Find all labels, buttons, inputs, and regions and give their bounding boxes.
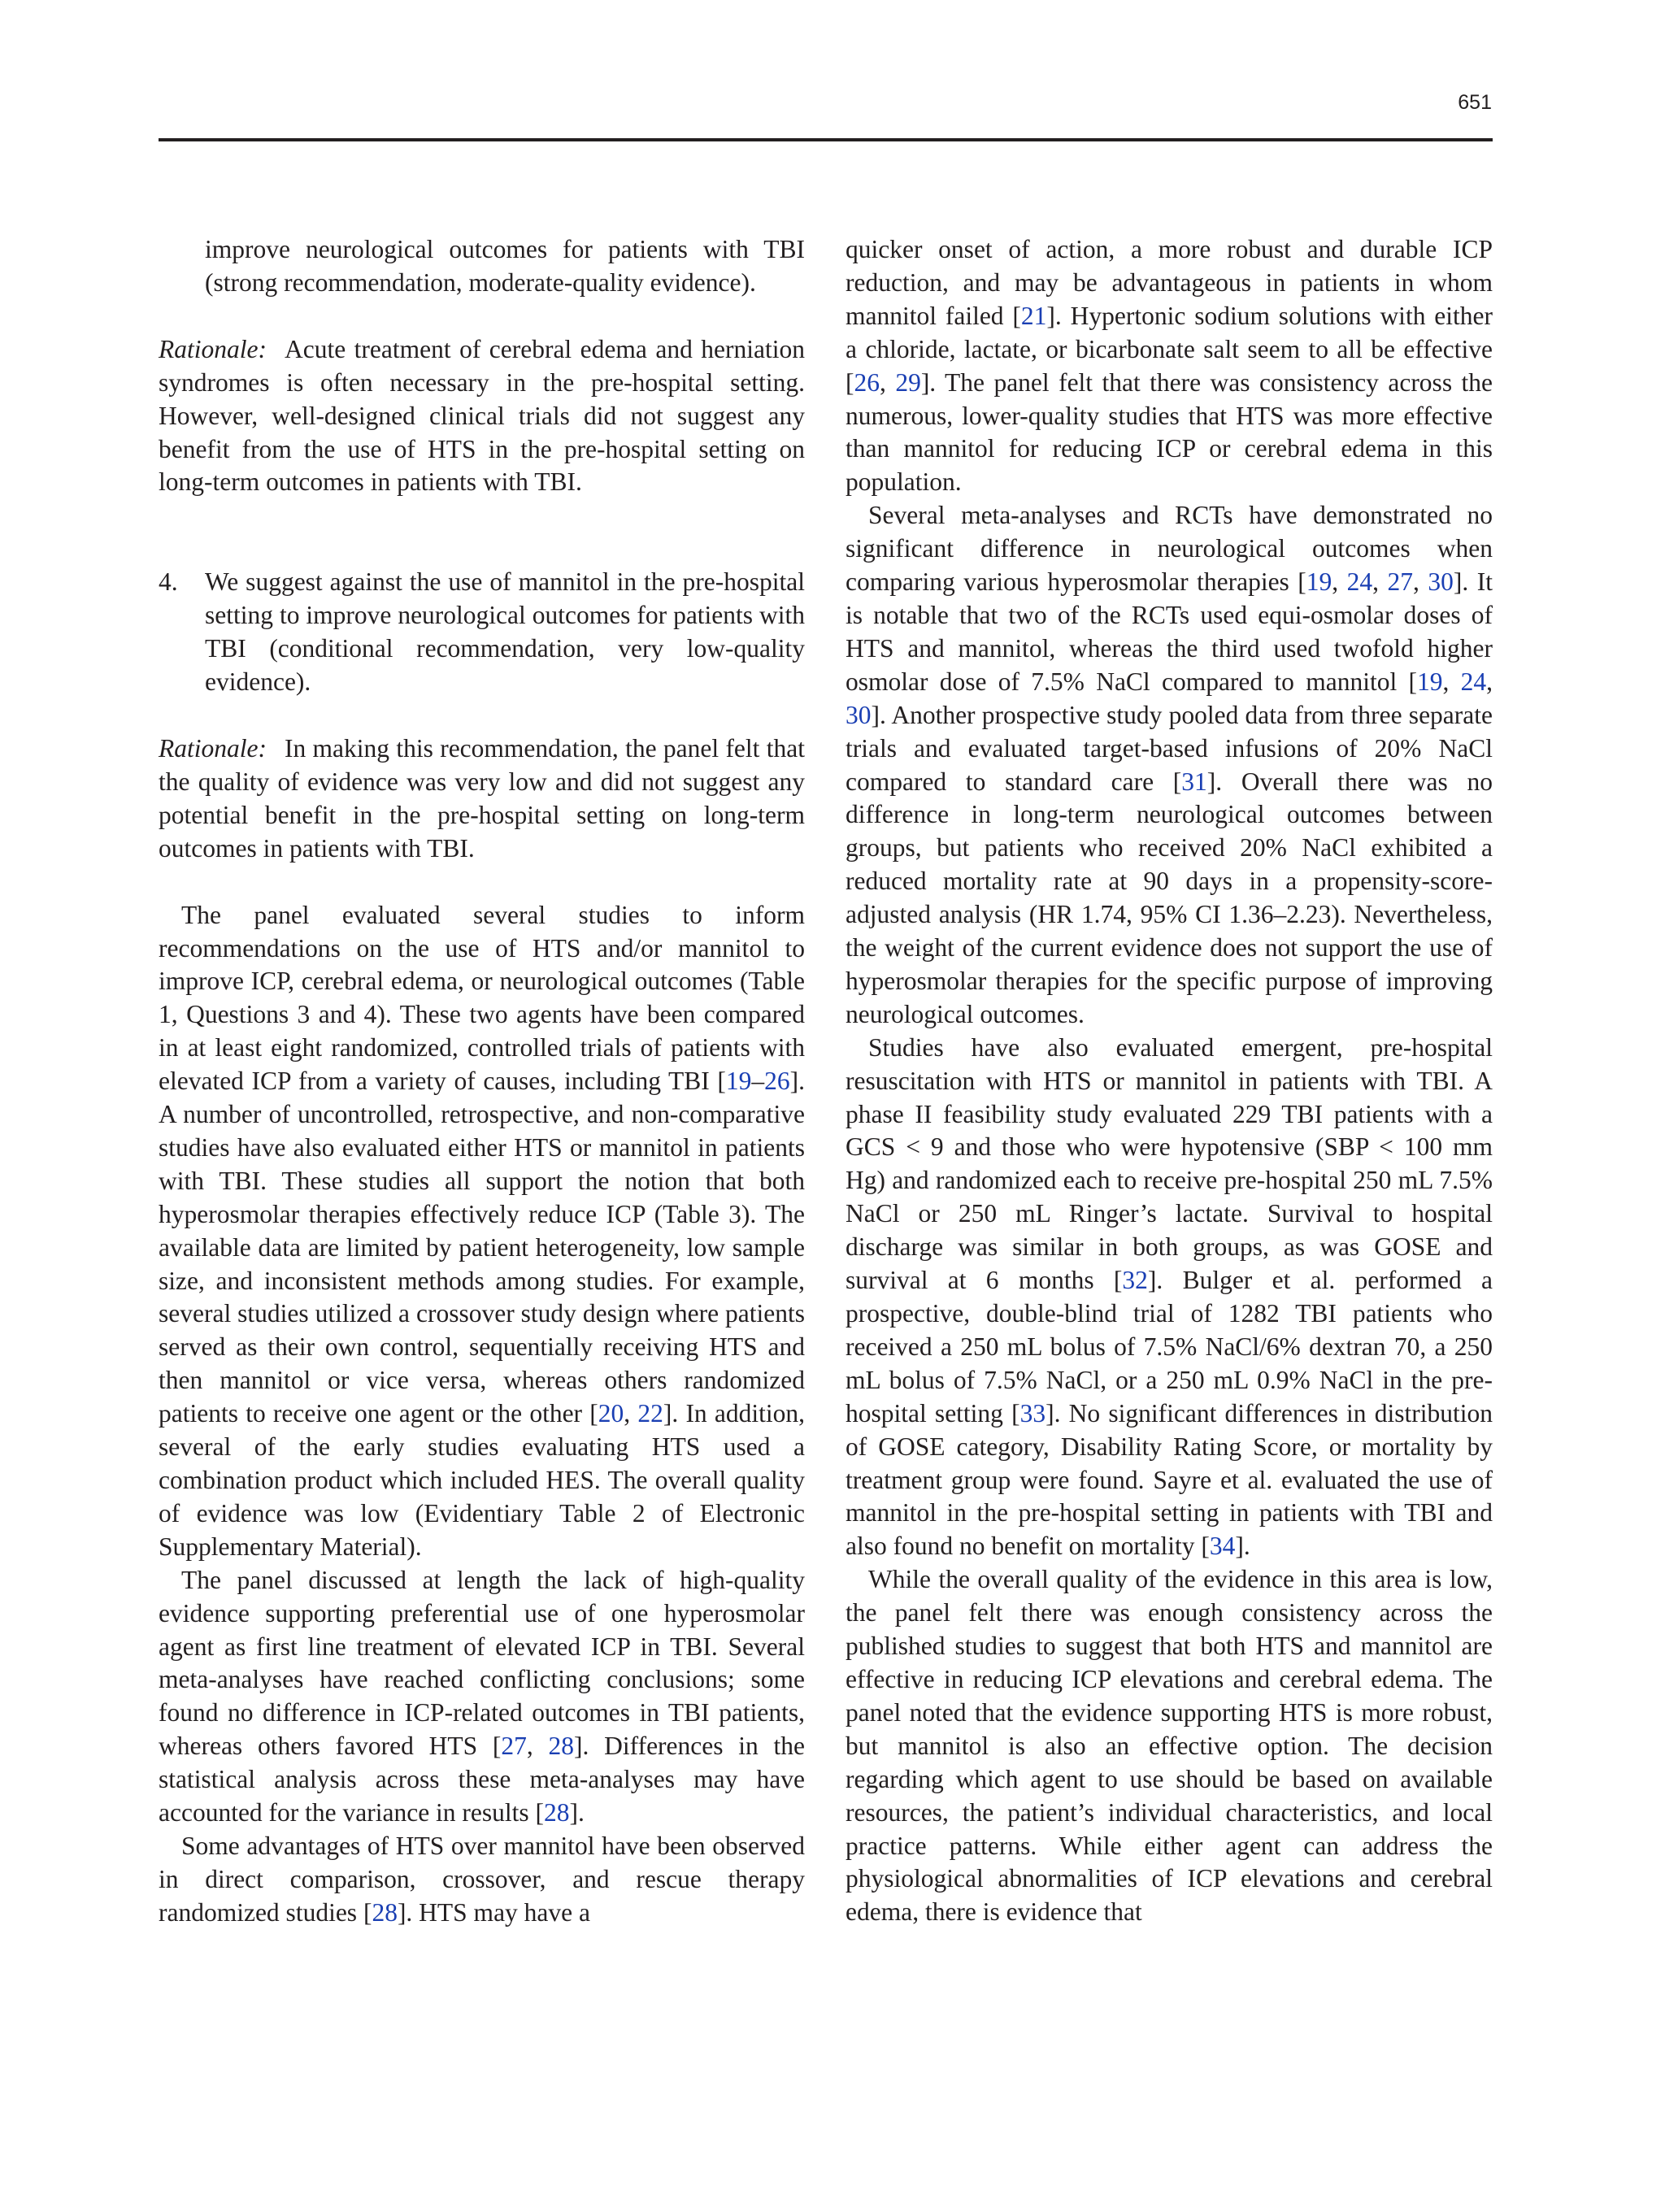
citation-link[interactable]: 27	[1387, 567, 1414, 597]
rationale-paragraph-1	[159, 333, 805, 500]
citation-link[interactable]: 28	[372, 1897, 398, 1927]
text-run: ]. A number of uncontrolled, retrospective, and non-comparative studies have also evaluated either HTS or mannitol in patients with TBI. These studies all support the notion that both hyperosmolar therapies effectively reduce ICP (Table 3). The available data are limited by patient heterogeneity, low sample size, and inconsistent methods among studies. For example, several studies utilized a crossover study design where patients served as their own control, sequentially receiving HTS and then mannitol or vice versa, whereas others randomized patients to receive one agent or the other [	[159, 1067, 805, 1428]
citation-link[interactable]: 19	[1416, 667, 1443, 696]
rationale-label: Rationale:	[159, 334, 267, 363]
spacer	[159, 699, 805, 732]
body-paragraph	[846, 499, 1493, 1032]
citation-link[interactable]: 26	[764, 1067, 790, 1096]
citation-link[interactable]: 33	[1019, 1398, 1046, 1428]
text-run: ,	[880, 367, 896, 397]
text-run: ,	[1413, 567, 1428, 597]
spacer	[159, 499, 805, 566]
citation-link[interactable]: 19	[1306, 567, 1332, 597]
rationale-paragraph-2	[159, 732, 805, 866]
text-run: ,	[624, 1399, 638, 1428]
rationale-text: In making this recommendation, the panel felt that the quality of evidence was very low and did not suggest any potential benefit in the pre-hospital setting on long-term outcomes in patients with TBI.	[159, 733, 805, 863]
citation-link[interactable]: 22	[637, 1399, 663, 1428]
text-run: ]. Bulger et al. performed a prospective, double-blind trial of 1282 TBI patients who received a 250 mL bolus of 7.5% NaCl/6% dextran 70, a 250 mL bolus of 7.5% NaCl, or a 250 mL 0.9% NaCl in the pre-hospital setting [	[846, 1266, 1493, 1428]
text-run: ,	[1486, 667, 1493, 696]
recommendation-4-text: We suggest against the use of mannitol in the pre-hospital setting to improve neurological outcomes for patients with TBI (conditional recommendation, very low-quality evidence).	[205, 567, 805, 697]
body-paragraph: While the overall quality of the evidence in this area is low, the panel felt there was enough consistency across the published studies to suggest that both HTS and mannitol are effective in reducing ICP elevations and cerebral edema. The panel noted that the evidence supporting HTS is more robust, but mannitol is also an effective option. The decision regarding which agent to use should be based on available resources, the patient’s individual characteristics, and local practice patterns. While either agent can address the physiological abnormalities of ICP elevations and cerebral edema, there is evidence that	[846, 1565, 1493, 1927]
citation-link[interactable]: 30	[1428, 567, 1454, 597]
text-run: ]. No significant differences in distribution of GOSE category, Disability Rating Score, or mortality by treatment group were found. Sayre et al. evaluated the use of mannitol in the pre-hospital setting in patients with TBI and also found no benefit on mortality [	[846, 1398, 1493, 1561]
citation-link[interactable]: 19	[725, 1067, 752, 1096]
text-run: ].	[569, 1798, 585, 1827]
right-column	[846, 233, 1493, 1929]
citation-link[interactable]: 28	[544, 1798, 570, 1827]
rationale-text: Acute treatment of cerebral edema and herniation syndromes is often necessary in the pre-hospital setting. However, well-designed clinical trials did not suggest any benefit from the use of HTS in the pre-hospital setting on long-term outcomes in patients with TBI.	[159, 334, 805, 497]
text-run: ]. Another prospective study pooled data from three separate trials and evaluated target-based infusions of 20% NaCl compared to standard care [	[846, 700, 1493, 796]
text-run: Studies have also evaluated emergent, pre-hospital resuscitation with HTS or mannitol in patients with TBI. A phase II feasibility study evaluated 229 TBI patients with a GCS < 9 and those who were hypotensive (SBP < 100 mm Hg) and randomized each to receive pre-hospital 250 mL 7.5% NaCl or 250 mL Ringer’s lactate. Survival to hospital discharge was similar in both groups, as was GOSE and survival at 6 months [	[846, 1032, 1493, 1295]
rationale-label: Rationale:	[159, 733, 267, 763]
citation-link[interactable]: 29	[895, 367, 921, 397]
text-run: ]. Differences in the statistical analysis across these meta-analyses may have accounted for the variance in results [	[159, 1732, 806, 1827]
citation-link[interactable]: 28	[548, 1732, 575, 1761]
body-paragraph	[846, 233, 1493, 499]
text-run: Some advantages of HTS over mannitol have been observed in direct comparison, crossover, and rescue therapy randomized studies [	[159, 1831, 805, 1927]
citation-link[interactable]: 27	[501, 1732, 527, 1761]
body-paragraph	[159, 1564, 805, 1830]
text-run: ]. Hypertonic sodium solutions with either a chloride, lactate, or bicarbonate salt seem to all be effective [	[846, 301, 1493, 397]
text-run: ,	[1372, 567, 1388, 597]
citation-link[interactable]: 20	[598, 1399, 624, 1428]
page-number: 651	[1458, 91, 1492, 114]
text-run: ]. Overall there was no difference in long-term neurological outcomes between groups, but patients who received 20% NaCl exhibited a reduced mortality rate at 90 days in a propensity-score-adjusted analysis (HR 1.74, 95% CI 1.36–2.23). Nevertheless, the weight of the current evidence does not support the use of hyperosmolar therapies for the specific purpose of improving neurological outcomes.	[846, 767, 1493, 1028]
text-run: ,	[1332, 567, 1347, 597]
text-run: The panel evaluated several studies to inform recommendations on the use of HTS and/or mannitol to improve ICP, cerebral edema, or neurological outcomes (Table 1, Questions 3 and 4). These two agents have been compared in at least eight randomized, controlled trials of patients with elevated ICP from a variety of causes, including TBI [	[159, 900, 805, 1096]
text-run: ]. It is notable that two of the RCTs used equi-osmolar doses of HTS and mannitol, whereas the third used twofold higher osmolar dose of 7.5% NaCl compared to mannitol [	[846, 567, 1493, 696]
citation-link[interactable]: 31	[1181, 767, 1207, 796]
citation-link[interactable]: 34	[1209, 1532, 1236, 1561]
text-run: –	[751, 1067, 765, 1096]
text-run: ]. The panel felt that there was consistency across the numerous, lower-quality studies that HTS was more effective than mannitol for reducing ICP or cerebral edema in this population.	[846, 367, 1493, 497]
text-run: The panel discussed at length the lack of high-quality evidence supporting preferential use of one hyperosmolar agent as first line treatment of elevated ICP in TBI. Several meta-analyses have reached conflicting conclusions; some found no difference in ICP-related outcomes in TBI patients, whereas others favored HTS [	[159, 1565, 805, 1761]
citation-link[interactable]: 32	[1122, 1266, 1148, 1295]
text-run: ,	[1442, 667, 1461, 696]
citation-link[interactable]: 26	[854, 367, 880, 397]
recommendation-4	[159, 566, 805, 699]
text-run: ].	[1235, 1532, 1250, 1561]
citation-link[interactable]: 24	[1346, 567, 1373, 597]
body-paragraph	[846, 1032, 1493, 1564]
text-run: ]. In addition, several of the early studies evaluating HTS used a combination product which included HES. The overall quality of evidence was low (Evidentiary Table 2 of Electronic Supplementary Material).	[159, 1399, 806, 1561]
left-column	[159, 233, 805, 1930]
spacer	[159, 300, 805, 333]
text-run: ,	[526, 1732, 549, 1761]
text-run: quicker onset of action, a more robust and durable ICP reduction, and may be advantageous in patients in whom mannitol failed [	[846, 235, 1493, 330]
text-run: ]. HTS may have a	[397, 1897, 590, 1927]
body-paragraph	[159, 1830, 805, 1930]
recommendation-3-continuation: improve neurological outcomes for patients with TBI (strong recommendation, moderate-quality evidence).	[205, 235, 805, 297]
text-run: Several meta-analyses and RCTs have demonstrated no significant difference in neurological outcomes when comparing various hyperosmolar therapies [	[846, 501, 1493, 597]
header-rule	[159, 138, 1493, 141]
body-paragraph	[159, 899, 805, 1564]
citation-link[interactable]: 24	[1460, 667, 1487, 696]
recommendation-number: 4.	[159, 567, 178, 597]
spacer	[159, 866, 805, 899]
citation-link[interactable]: 21	[1020, 301, 1047, 330]
citation-link[interactable]: 30	[846, 700, 872, 729]
